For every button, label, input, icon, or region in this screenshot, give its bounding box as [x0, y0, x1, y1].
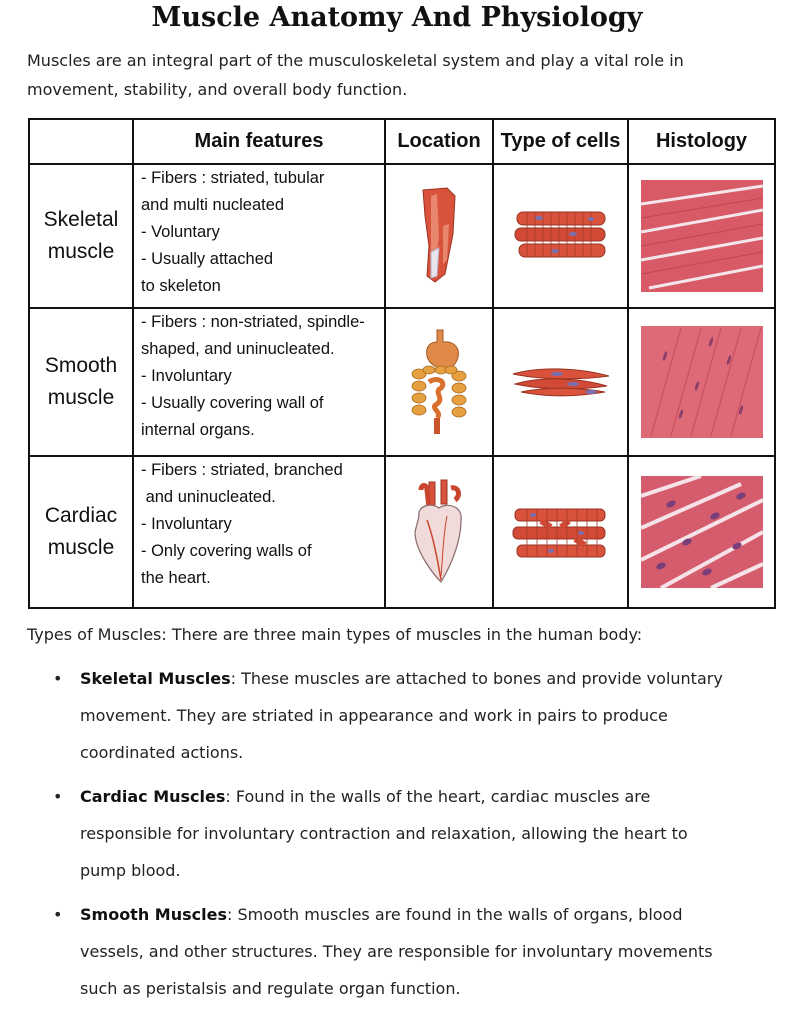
- table-header-row: [29, 119, 775, 164]
- bullet-icon: •: [53, 669, 63, 688]
- muscle-types-list: [52, 660, 732, 1014]
- heart-icon: [407, 476, 471, 588]
- feature-line: and multi nucleated: [141, 196, 285, 214]
- row-features: [133, 308, 385, 456]
- cardiac-histology-icon: [641, 476, 763, 588]
- arm-muscle-icon: [417, 186, 461, 286]
- list-item-desc: : Found in the walls of the heart, cardiac muscles are responsible for involuntary contraction and relaxation, allowing the heart to pump blood.: [80, 787, 688, 880]
- location-cell: [385, 164, 493, 308]
- location-cell: [385, 456, 493, 608]
- header-empty: [29, 119, 133, 164]
- smooth-cells-icon: [511, 362, 611, 402]
- feature-line: to skeleton: [141, 277, 221, 295]
- stomach-intestine-icon: [407, 326, 471, 438]
- feature-line: - Fibers : non-striated, spindle-: [141, 313, 365, 331]
- header-main-features: Main features: [133, 119, 385, 164]
- list-item: [52, 896, 732, 1007]
- feature-line: - Voluntary: [141, 223, 220, 241]
- histology-cell: [628, 308, 775, 456]
- list-item: [52, 778, 732, 889]
- row-name-line: Skeletal: [43, 208, 119, 231]
- header-location: Location: [385, 119, 493, 164]
- row-name-line: muscle: [47, 240, 115, 263]
- table-row: [29, 456, 775, 608]
- feature-line: the heart.: [141, 569, 211, 587]
- intro-paragraph: Muscles are an integral part of the musculoskeletal system and play a vital role in movement, stability, and overall body function.: [27, 51, 684, 99]
- table-row: [29, 308, 775, 456]
- cells-cell: [493, 456, 628, 608]
- page-title: Muscle Anatomy And Physiology: [151, 2, 643, 33]
- skeletal-cells-icon: [513, 206, 609, 266]
- feature-line: shaped, and uninucleated.: [141, 340, 335, 358]
- muscle-types-table: [28, 118, 776, 609]
- row-name: [29, 308, 133, 456]
- table-row: [29, 164, 775, 308]
- list-item-term: Cardiac Muscles: [80, 787, 226, 806]
- feature-line: - Usually attached: [141, 250, 274, 268]
- row-name-line: Cardiac: [44, 504, 118, 527]
- row-features: [133, 456, 385, 608]
- bullet-icon: •: [53, 787, 63, 806]
- feature-line: internal organs.: [141, 421, 255, 439]
- header-histology: Histology: [628, 119, 775, 164]
- cells-cell: [493, 308, 628, 456]
- bullet-icon: •: [53, 905, 63, 924]
- location-cell: [385, 308, 493, 456]
- row-name: [29, 164, 133, 308]
- feature-line: - Fibers : striated, branched: [141, 461, 343, 479]
- cardiac-cells-icon: [511, 501, 611, 563]
- histology-cell: [628, 456, 775, 608]
- smooth-histology-icon: [641, 326, 763, 438]
- feature-line: - Involuntary: [141, 367, 232, 385]
- types-intro: Types of Muscles: There are three main types of muscles in the human body:: [27, 625, 643, 644]
- feature-line: - Fibers : striated, tubular: [141, 169, 325, 187]
- row-name-line: muscle: [47, 536, 115, 559]
- list-item-term: Skeletal Muscles: [80, 669, 231, 688]
- feature-line: - Usually covering wall of: [141, 394, 324, 412]
- list-item-desc: : These muscles are attached to bones and provide voluntary movement. They are striated in appearance and work in pairs to produce coordinated actions.: [80, 669, 723, 762]
- cells-cell: [493, 164, 628, 308]
- feature-line: - Involuntary: [141, 515, 232, 533]
- row-features: [133, 164, 385, 308]
- list-item-term: Smooth Muscles: [80, 905, 227, 924]
- row-name-line: muscle: [47, 386, 115, 409]
- row-name: [29, 456, 133, 608]
- row-name-line: Smooth: [44, 354, 118, 377]
- feature-line: - Only covering walls of: [141, 542, 312, 560]
- skeletal-histology-icon: [641, 180, 763, 292]
- histology-cell: [628, 164, 775, 308]
- list-item-desc: : Smooth muscles are found in the walls of organs, blood vessels, and other structures. They are responsible for involuntary movements such as peristalsis and regulate organ function.: [80, 905, 713, 998]
- feature-line: and uninucleated.: [141, 488, 276, 506]
- header-type-of-cells: Type of cells: [493, 119, 628, 164]
- list-item: [52, 660, 732, 771]
